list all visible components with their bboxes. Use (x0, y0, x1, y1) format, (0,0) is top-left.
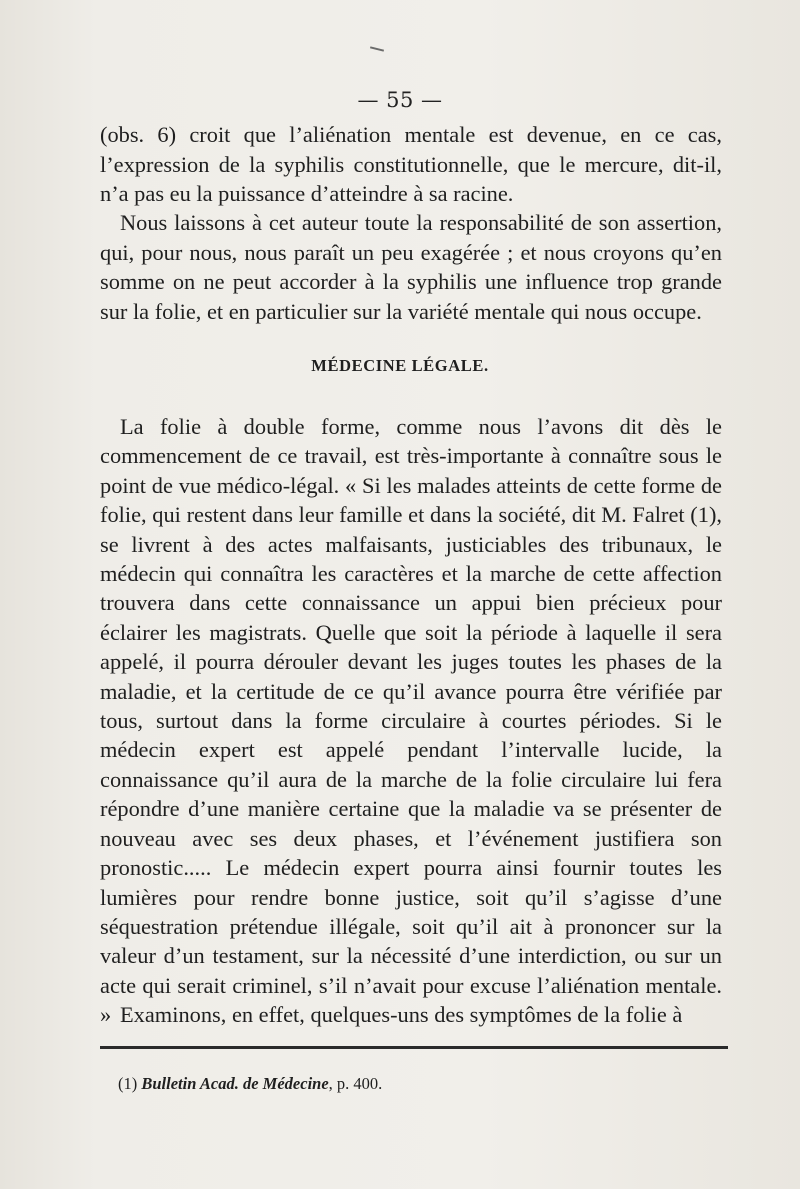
paragraph-continuation: (obs. 6) croit que l’aliénation mentale est devenue, en ce cas, l’expression de la syphilis constitutionnelle, que le mercure, dit-il, n’a pas eu la puissance d’atteindre à sa racine. (100, 122, 722, 206)
footnote-reference: Bulletin Acad. de Médecine (141, 1074, 329, 1093)
footnote-marker: (1) (118, 1074, 138, 1093)
paragraph-syphilis-assertion: Nous laissons à cet auteur toute la responsabilité de son assertion, qui, pour nous, nous paraît un peu exagérée ; et nous croyons qu’en somme on ne peut accorder à la syphilis une influence trop grande sur la folie, et en particulier sur la variété mentale qui nous occupe. (100, 210, 722, 324)
paragraph-medico-legal: La folie à double forme, comme nous l’avons dit dès le commencement de ce travail, est très-importante à connaître sous le point de vue médico-légal. « Si les malades atteints de cette forme de folie, qui restent dans leur famille et dans la société, dit M. Falret (1), se livrent à des actes malfaisants, justiciables des tribunaux, le médecin qui connaîtra les caractères et la marche de cette affection trouvera dans cette connaissance un appui bien précieux pour éclairer les magistrats. Quelle que soit la période à laquelle il sera appelé, il pourra dérouler devant les juges toutes les phases de la maladie, et la certitude de ce qu’il avance pourra être vérifiée par tous, surtout dans la forme circulaire à courtes périodes. Si le médecin expert est appelé pendant l’intervalle lucide, la connaissance qu’il aura de la marche de la folie circulaire lui fera répondre d’une manière certaine que la maladie va se présenter de nouveau avec ses deux phases, et l’événement justifiera son pronostic..... Le médecin expert pourra ainsi fournir toutes les lumières pour rendre bonne justice, soit qu’il s’agisse d’une séquestration prétendue illégale, soit qu’il ait à prononcer sur la valeur d’un testament, sur la nécessité d’une interdiction, ou sur un acte qui serait criminel, s’il n’avait pour excuse l’aliénation mentale. » (100, 414, 722, 1028)
footnote-divider (100, 1046, 728, 1049)
section-heading: MÉDECINE LÉGALE. (311, 356, 489, 375)
paragraph-examinons: Examinons, en effet, quelques-uns des symptômes de la folie à (120, 1002, 683, 1027)
page-number: — 55 — (357, 88, 443, 112)
footnote-page: , p. 400. (328, 1074, 383, 1093)
footnote (118, 1074, 382, 1094)
ink-speck (370, 46, 384, 51)
